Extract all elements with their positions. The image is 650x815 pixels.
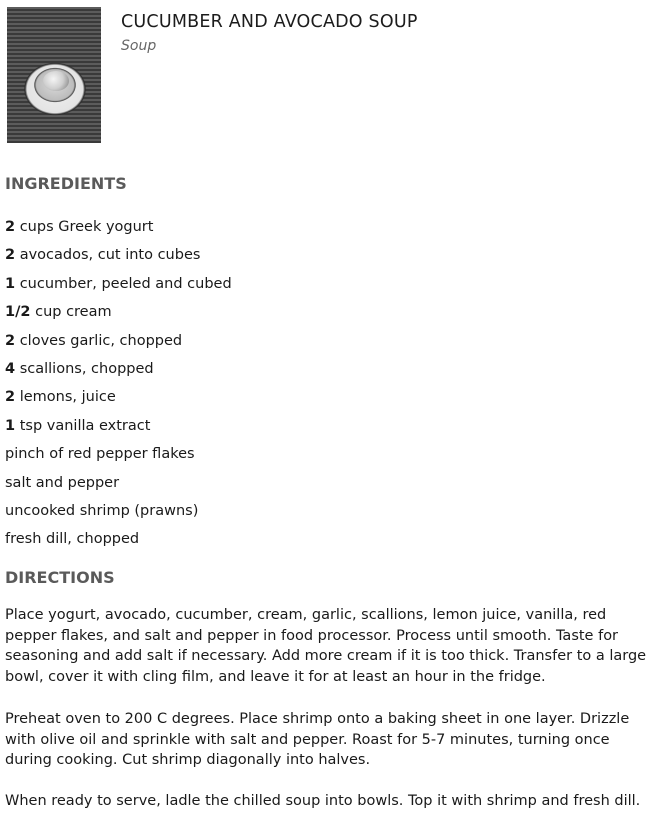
recipe-title: CUCUMBER AND AVOCADO SOUP: [121, 12, 418, 32]
ingredient-qty: 1/2: [5, 304, 31, 321]
ingredient-item: [5, 270, 232, 298]
directions-heading: DIRECTIONS: [5, 568, 115, 587]
ingredient-qty: 4: [5, 360, 16, 377]
directions-step: Place yogurt, avocado, cucumber, cream, garlic, scallions, lemon juice, vanilla, red pepper flakes, and salt and pepper in food processor. Process until smooth. Taste for seasoning and add salt if necessary. Add more cream if it is too thick. Transfer to a large bowl, cover it with cling film, and leave it for at least an hour in the fridge.: [5, 607, 647, 685]
ingredient-text: tsp vanilla extract: [19, 417, 151, 434]
ingredient-item: [5, 440, 232, 468]
ingredient-qty: 2: [5, 332, 16, 349]
ingredient-item: [5, 213, 232, 241]
ingredient-item: [5, 469, 232, 497]
recipe-category: Soup: [121, 38, 157, 54]
ingredient-text: salt and pepper: [5, 474, 120, 491]
ingredient-qty: 1: [5, 275, 16, 292]
ingredient-qty: 2: [5, 219, 16, 235]
ingredient-text: lemons, juice: [19, 389, 116, 406]
ingredient-qty: 2: [5, 247, 16, 264]
ingredients-list: [5, 213, 232, 554]
ingredients-heading: INGREDIENTS: [5, 174, 127, 193]
ingredient-text: cucumber, peeled and cubed: [19, 275, 232, 292]
directions-step: When ready to serve, ladle the chilled soup into bowls. Top it with shrimp and fresh dill.: [5, 793, 641, 809]
ingredient-item: [5, 327, 232, 355]
ingredient-text: uncooked shrimp (prawns): [5, 502, 199, 519]
ingredient-text: avocados, cut into cubes: [19, 247, 201, 264]
soup-garnish: [43, 71, 69, 91]
recipe-photo: [7, 7, 101, 143]
ingredient-item: [5, 298, 232, 326]
ingredient-text: fresh dill, chopped: [5, 531, 140, 548]
ingredient-item: [5, 241, 232, 269]
ingredient-qty: 2: [5, 389, 16, 406]
ingredient-text: cloves garlic, chopped: [19, 332, 183, 349]
ingredient-text: cups Greek yogurt: [19, 219, 154, 235]
ingredient-item: [5, 525, 232, 553]
ingredient-text: scallions, chopped: [19, 360, 154, 377]
ingredient-item: [5, 383, 232, 411]
directions-step: Preheat oven to 200 C degrees. Place shrimp onto a baking sheet in one layer. Drizzle with olive oil and sprinkle with salt and pepper. Roast for 5-7 minutes, turning once during cooking. Cut shrimp diagonally into halves.: [5, 711, 630, 768]
ingredient-item: [5, 497, 232, 525]
ingredient-item: [5, 412, 232, 440]
ingredient-text: cup cream: [35, 304, 112, 321]
ingredient-text: pinch of red pepper flakes: [5, 446, 195, 463]
ingredient-item: [5, 355, 232, 383]
ingredient-qty: 1: [5, 417, 16, 434]
